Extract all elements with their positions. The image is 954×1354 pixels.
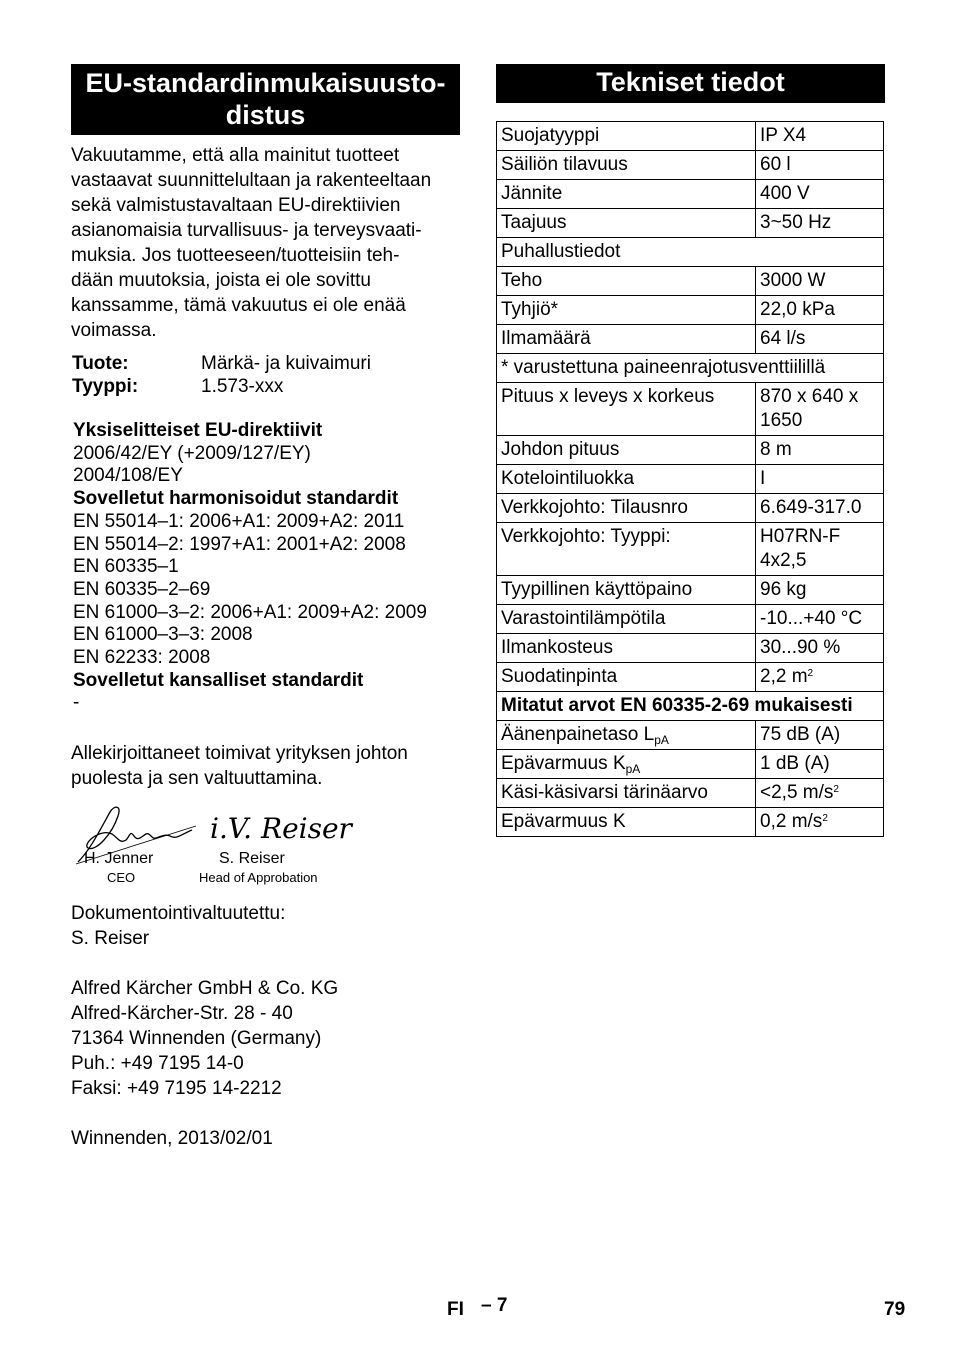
directives-heading: Yksiselitteiset EU-direktiivit bbox=[73, 420, 323, 441]
spec-label: Pituus x leveys x korkeus bbox=[497, 383, 756, 436]
spec-value: IP X4 bbox=[756, 122, 884, 151]
spec-value: 30...90 % bbox=[756, 634, 884, 663]
spec-value: 400 V bbox=[756, 180, 884, 209]
address-line: Puh.: +49 7195 14-0 bbox=[71, 1053, 244, 1074]
spec-value bbox=[756, 663, 884, 692]
address-line: Faksi: +49 7195 14-2212 bbox=[71, 1078, 282, 1099]
spec-label: Taajuus bbox=[497, 209, 756, 238]
signer2-name: S. Reiser bbox=[219, 850, 285, 867]
intro-line: muksia. Jos tuotteeseen/tuotteisiin teh- bbox=[71, 245, 400, 266]
spec-value: 75 dB (A) bbox=[756, 721, 884, 750]
spec-label: Tyypillinen käyttöpaino bbox=[497, 576, 756, 605]
spec-label-text: Äänenpainetaso L bbox=[501, 724, 655, 745]
spec-label: Suojatyyppi bbox=[497, 122, 756, 151]
footer-language: FI bbox=[447, 1299, 464, 1320]
intro-line: asianomaisia turvallisuus- ja terveysvaati- bbox=[71, 220, 422, 241]
signatories-line: puolesta ja sen valtuuttamina. bbox=[71, 768, 323, 789]
spec-value: 8 m bbox=[756, 436, 884, 465]
spec-value: 1 dB (A) bbox=[756, 750, 884, 779]
intro-line: dään muutoksia, joista ei ole sovittu bbox=[71, 270, 371, 291]
spec-label: Johdon pituus bbox=[497, 436, 756, 465]
directive-item: 2004/108/EY bbox=[73, 465, 183, 487]
spec-label-text: Epävarmuus K bbox=[501, 753, 626, 774]
table-row bbox=[497, 663, 884, 692]
signer1-name: H. Jenner bbox=[84, 850, 154, 867]
spec-label: Varastointilämpötila bbox=[497, 605, 756, 634]
table-row bbox=[497, 605, 884, 634]
intro-line: kanssamme, tämä vakuutus ei ole enää bbox=[71, 295, 406, 316]
spec-value: -10...+40 °C bbox=[756, 605, 884, 634]
product-row bbox=[72, 352, 371, 375]
table-row bbox=[497, 808, 884, 837]
signature-reiser-text: i.V. Reiser bbox=[210, 812, 352, 845]
spec-value: 870 x 640 x 1650 bbox=[756, 383, 884, 436]
company-address bbox=[71, 976, 338, 1101]
spec-label: Suodatinpinta bbox=[497, 663, 756, 692]
spec-label: Verkkojohto: Tilausnro bbox=[497, 494, 756, 523]
spec-label: Ilmankosteus bbox=[497, 634, 756, 663]
spec-value bbox=[756, 808, 884, 837]
spec-value: H07RN-F 4x2,5 bbox=[756, 523, 884, 576]
table-row bbox=[497, 779, 884, 808]
table-row bbox=[497, 325, 884, 354]
spec-label: Tyhjiö* bbox=[497, 296, 756, 325]
table-row bbox=[497, 494, 884, 523]
table-row bbox=[497, 122, 884, 151]
table-row bbox=[497, 180, 884, 209]
table-row bbox=[497, 634, 884, 663]
spec-value: 64 l/s bbox=[756, 325, 884, 354]
spec-label: Säiliön tilavuus bbox=[497, 151, 756, 180]
technical-data-table bbox=[496, 121, 884, 837]
type-row bbox=[72, 375, 283, 398]
spec-value-exponent: 2 bbox=[807, 668, 814, 679]
national-heading: Sovelletut kansalliset standardit bbox=[73, 669, 364, 691]
spec-value: 3~50 Hz bbox=[756, 209, 884, 238]
spec-label: Teho bbox=[497, 267, 756, 296]
harmonised-heading: Sovelletut harmonisoidut standardit bbox=[73, 488, 399, 510]
signature-reiser bbox=[206, 804, 352, 848]
spec-value: 96 kg bbox=[756, 576, 884, 605]
spec-value: 6.649-317.0 bbox=[756, 494, 884, 523]
table-row bbox=[497, 436, 884, 465]
harmonised-item: EN 61000–3–2: 2006+A1: 2009+A2: 2009 bbox=[73, 601, 427, 623]
directive-item: 2006/42/EY (+2009/127/EY) bbox=[73, 442, 311, 464]
intro-line: voimassa. bbox=[71, 320, 157, 341]
spec-label: Kotelointiluokka bbox=[497, 465, 756, 494]
intro-line: Vakuutamme, että alla mainitut tuotteet bbox=[71, 145, 400, 166]
spec-label: Käsi-käsivarsi tärinäarvo bbox=[497, 779, 756, 808]
spec-label bbox=[497, 721, 756, 750]
declaration-heading bbox=[71, 64, 460, 135]
address-line: Alfred Kärcher GmbH & Co. KG bbox=[71, 978, 339, 999]
signer2-role: Head of Approbation bbox=[199, 870, 318, 885]
table-row bbox=[497, 383, 884, 436]
declaration-intro bbox=[71, 143, 431, 343]
technical-data-heading: Tekniset tiedot bbox=[496, 64, 885, 103]
spec-label: Epävarmuus K bbox=[497, 808, 756, 837]
doc-auth-name: S. Reiser bbox=[71, 928, 150, 949]
table-row bbox=[497, 209, 884, 238]
spec-value-text: 0,2 m/s bbox=[760, 811, 823, 832]
signatories-line: Allekirjoittaneet toimivat yrityksen johton bbox=[71, 743, 408, 764]
spec-value-exponent: 2 bbox=[822, 813, 828, 824]
table-row bbox=[497, 151, 884, 180]
spec-footnote: * varustettuna paineenrajotusventtiilillä bbox=[497, 354, 884, 383]
table-row bbox=[497, 296, 884, 325]
spec-label-subscript: pA bbox=[654, 733, 669, 747]
spec-label-subscript: pA bbox=[625, 762, 641, 776]
place-date: Winnenden, 2013/02/01 bbox=[71, 1128, 273, 1149]
signatories-text bbox=[71, 741, 408, 791]
spec-label: Ilmamäärä bbox=[497, 325, 756, 354]
spec-section-label: Puhallustiedot bbox=[497, 238, 884, 267]
page-number: 79 bbox=[884, 1299, 906, 1320]
harmonised-item: EN 62233: 2008 bbox=[73, 647, 211, 669]
table-row bbox=[497, 238, 884, 267]
standards-block bbox=[73, 420, 427, 715]
spec-value: 22,0 kPa bbox=[756, 296, 884, 325]
spec-label: Jännite bbox=[497, 180, 756, 209]
type-label: Tyyppi: bbox=[72, 376, 139, 397]
type-value: 1.573-xxx bbox=[201, 376, 284, 397]
harmonised-item: EN 60335–1 bbox=[73, 556, 179, 578]
documentation-authority bbox=[71, 901, 285, 951]
spec-value-text: 2,2 m bbox=[760, 666, 808, 687]
spec-value: 60 l bbox=[756, 151, 884, 180]
intro-line: vastaavat suunnittelultaan ja rakenteeltaan bbox=[71, 170, 432, 191]
product-label: Tuote: bbox=[72, 353, 129, 374]
table-row bbox=[497, 267, 884, 296]
spec-value bbox=[756, 779, 884, 808]
table-row bbox=[497, 692, 884, 721]
harmonised-item: EN 61000–3–3: 2008 bbox=[73, 624, 253, 646]
doc-auth-label: Dokumentointivaltuutettu: bbox=[71, 903, 286, 924]
address-line: Alfred-Kärcher-Str. 28 - 40 bbox=[71, 1003, 293, 1024]
table-row bbox=[497, 750, 884, 779]
spec-value-exponent: 2 bbox=[833, 784, 839, 795]
table-row bbox=[497, 465, 884, 494]
product-value: Märkä- ja kuivaimuri bbox=[201, 353, 371, 374]
address-line: 71364 Winnenden (Germany) bbox=[71, 1028, 322, 1049]
spec-label bbox=[497, 750, 756, 779]
spec-value-text: <2,5 m/s bbox=[760, 782, 834, 803]
national-value: - bbox=[73, 692, 80, 714]
spec-section-label: Mitatut arvot EN 60335-2-69 mukaisesti bbox=[497, 692, 884, 721]
harmonised-item: EN 55014–1: 2006+A1: 2009+A2: 2011 bbox=[73, 510, 405, 532]
signer1-role: CEO bbox=[107, 870, 136, 885]
table-row bbox=[497, 354, 884, 383]
table-row bbox=[497, 523, 884, 576]
declaration-heading-line2: distus bbox=[225, 100, 306, 130]
table-row bbox=[497, 576, 884, 605]
harmonised-item: EN 60335–2–69 bbox=[73, 578, 211, 600]
spec-label: Verkkojohto: Tyyppi: bbox=[497, 523, 756, 576]
harmonised-item: EN 55014–2: 1997+A1: 2001+A2: 2008 bbox=[73, 533, 406, 555]
spec-value: I bbox=[756, 465, 884, 494]
declaration-heading-line1: EU-standardinmukaisuusto- bbox=[85, 68, 446, 98]
spec-value: 3000 W bbox=[756, 267, 884, 296]
table-row bbox=[497, 721, 884, 750]
intro-line: sekä valmistustavaltaan EU-direktiivien bbox=[71, 195, 401, 216]
footer-local-page: – 7 bbox=[481, 1295, 508, 1316]
